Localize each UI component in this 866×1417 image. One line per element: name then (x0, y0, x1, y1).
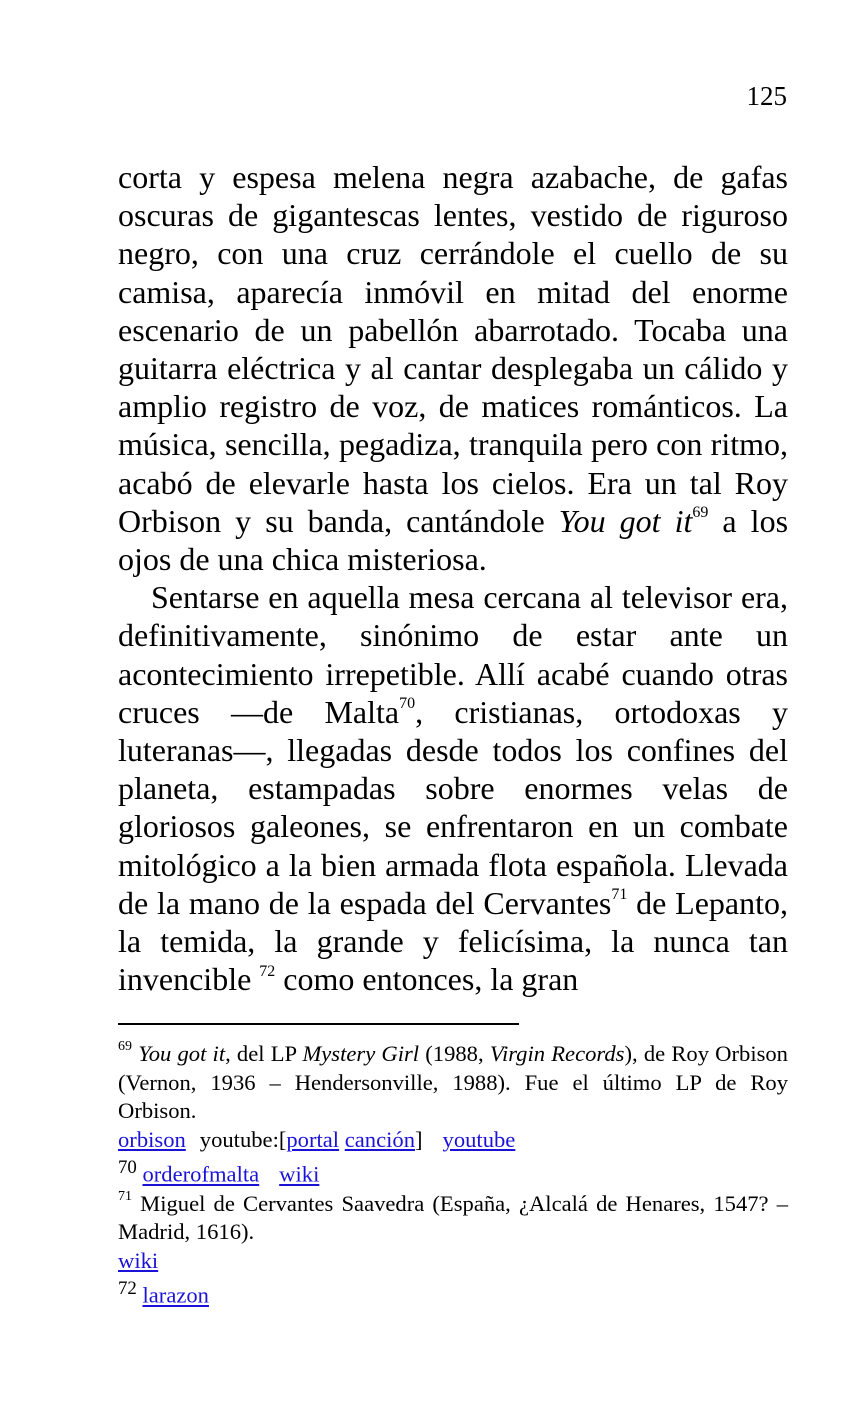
paragraph-1 (118, 158, 788, 578)
footnotes (118, 1040, 788, 1310)
footnote-72 (118, 1275, 788, 1310)
footnote-69 (118, 1040, 788, 1126)
note-ref-71: 71 (611, 886, 628, 904)
footnote-69-text-1: , del LP (225, 1041, 303, 1066)
note-ref-69: 69 (692, 504, 709, 522)
body-text (118, 158, 788, 998)
footnote-69-links (118, 1126, 788, 1155)
footnote-71-links (118, 1247, 788, 1276)
paragraph-2-part-1: Sentarse en aquella mesa cercana al televisor era, definitivamente, sinónimo de estar ante un acontecimiento irrepetible. Allí acabé cuando otras cruces —de Malta (118, 579, 788, 730)
footnote-70 (118, 1154, 788, 1189)
footnote-number: 72 (118, 1278, 137, 1300)
link-larazon[interactable]: larazon (142, 1282, 209, 1308)
page-number: 125 (746, 81, 787, 111)
link-wiki-malta[interactable]: wiki (279, 1161, 320, 1187)
footnote-rule (118, 1023, 519, 1025)
link-youtube[interactable]: youtube (442, 1126, 516, 1152)
footnote-71-text: Miguel de Cervantes Saavedra (España, ¿Alcalá de Henares, 1547? – Madrid, 1616). (118, 1190, 788, 1245)
paragraph-1-text: corta y espesa melena negra azabache, de gafas oscuras de gigantescas lentes, vestido de riguroso negro, con una cruz cerrándole el cuello de su camisa, aparecía inmóvil en mitad del enorme escenario de un pabellón abarrotado. Tocaba una guitarra eléctrica y al cantar desplegaba un cálido y amplio registro de voz, de matices románticos. La música, sencilla, pegadiza, tranquila pero con ritmo, acabó de elevarle hasta los cielos. Era un tal Roy Orbison y su banda, cantándole (118, 159, 788, 539)
footnote-69-text-2: (1988, (419, 1041, 490, 1066)
link-orbison[interactable]: orbison (118, 1126, 186, 1152)
footnote-69-album: Mystery Girl (302, 1041, 420, 1066)
paragraph-2 (118, 578, 788, 998)
paragraph-2-part-3: de Lepanto, la temida, la grande y felicísima, la nunca tan invencible (118, 884, 789, 998)
song-title: You got it (558, 502, 693, 539)
footnote-number: 71 (118, 1188, 132, 1204)
link-orderofmalta[interactable]: orderofmalta (142, 1161, 260, 1187)
bracket-close: ] (415, 1126, 423, 1152)
note-ref-70: 70 (399, 695, 416, 713)
footnote-69-text-3: ), de Roy Orbison (Vernon, 1936 – Hendersonville, 1988). Fue el último LP de Roy Orbison. (118, 1041, 788, 1124)
link-portal[interactable]: portal (286, 1126, 340, 1152)
footnote-69-song: You got it (138, 1041, 226, 1066)
footnote-69-label: Virgin Records (489, 1041, 625, 1066)
youtube-prefix: youtube:[ (199, 1126, 287, 1152)
footnote-number: 70 (118, 1157, 137, 1179)
paragraph-1-end: a los ojos de una chica misteriosa. (118, 502, 789, 578)
paragraph-2-part-4: como entonces, la gran (275, 961, 579, 998)
note-ref-72: 72 (259, 962, 276, 980)
link-wiki-cervantes[interactable]: wiki (118, 1247, 159, 1273)
footnote-number: 69 (118, 1039, 132, 1055)
footnote-71 (118, 1190, 788, 1247)
paragraph-2-part-2: , cristianas, ortodoxas y luteranas—, llegadas desde todos los confines del planeta, estampadas sobre enormes velas de gloriosos galeones, se enfrentaron en un combate mitológico a la bien armada flota española. Llevada de la mano de la espada del Cervantes (118, 693, 789, 921)
link-cancion[interactable]: canción (344, 1126, 415, 1152)
